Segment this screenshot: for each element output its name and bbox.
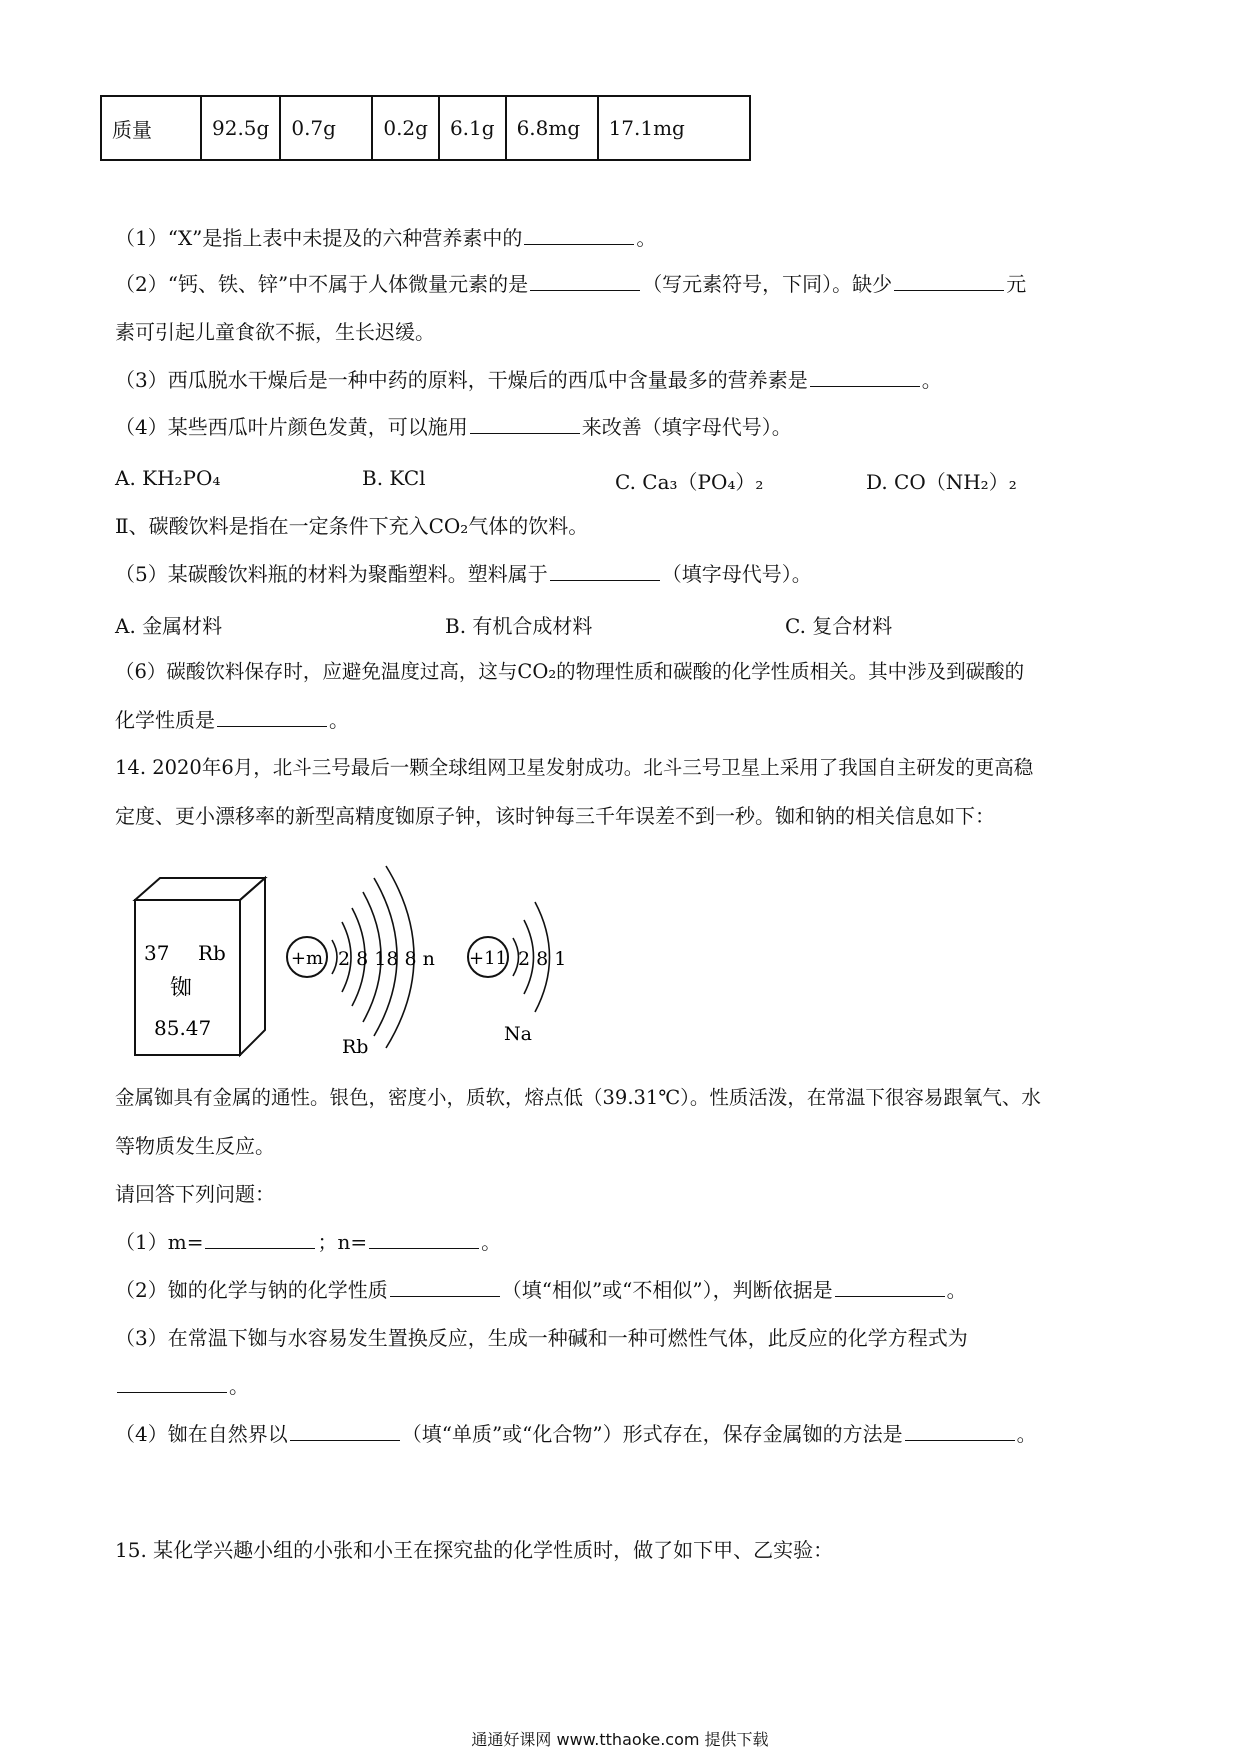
table-cell: 6.8mg — [506, 96, 598, 160]
answer-blank[interactable] — [550, 562, 660, 581]
question-14-3-cont: 。 — [115, 1374, 249, 1398]
option-c: C. Ca₃（PO₄）₂ — [615, 470, 764, 494]
option-c: C. 复合材料 — [785, 614, 893, 638]
answer-blank[interactable] — [470, 415, 580, 434]
answer-blank[interactable] — [390, 1278, 500, 1297]
rubidium-description-cont: 等物质发生反应。 — [115, 1134, 275, 1158]
answer-blank[interactable] — [894, 272, 1004, 291]
question-14-4: （4）铷在自然界以 （填“单质”或“化合物”）形式存在，保存金属铷的方法是 。 — [115, 1422, 1037, 1446]
question-13-4: （4）某些西瓜叶片颜色发黄，可以施用 来改善（填字母代号）。 — [115, 415, 792, 439]
answer-blank[interactable] — [524, 226, 634, 245]
answer-blank[interactable] — [905, 1422, 1015, 1441]
nutrient-table — [100, 95, 751, 161]
question-15: 15. 某化学兴趣小组的小张和小王在探究盐的化学性质时，做了如下甲、乙实验： — [115, 1538, 834, 1562]
table-row — [101, 96, 750, 160]
answer-blank[interactable] — [835, 1278, 945, 1297]
question-13-1: （1）“X”是指上表中未提及的六种营养素中的 。 — [115, 226, 657, 250]
table-cell: 0.2g — [372, 96, 439, 160]
option-b: B. 有机合成材料 — [445, 614, 593, 638]
question-13-2-cont: 素可引起儿童食欲不振，生长迟缓。 — [115, 320, 435, 344]
option-d: D. CO（NH₂）₂ — [866, 470, 1017, 494]
answer-blank[interactable] — [369, 1230, 479, 1249]
question-14-intro: 14. 2020年6月，北斗三号最后一颗全球组网卫星发射成功。北斗三号卫星上采用了我国自主研发的更高稳 — [115, 756, 1034, 779]
question-13-2: （2）“钙、铁、锌”中不属于人体微量元素的是 （写元素符号，下同）。缺少 元 — [115, 272, 1027, 296]
table-cell: 6.1g — [439, 96, 506, 160]
na-label: Na — [504, 1023, 532, 1045]
question-13-6: （6）碳酸饮料保存时，应避免温度过高，这与CO₂的物理性质和碳酸的化学性质相关。其中涉及到碳酸的 — [115, 660, 1025, 683]
rb-electron-shells: 2 8 18 8 n — [338, 948, 435, 970]
question-14-1: （1）m= ；n= 。 — [115, 1230, 502, 1254]
na-atom-diagram — [468, 902, 566, 1045]
option-a: A. KH₂PO₄ — [115, 466, 221, 490]
na-electron-shells: 2 8 1 — [518, 948, 567, 970]
option-a: A. 金属材料 — [115, 614, 223, 638]
table-cell: 92.5g — [201, 96, 280, 160]
table-row-label: 质量 — [101, 96, 201, 160]
atomic-mass: 85.47 — [154, 1016, 212, 1040]
table-cell: 0.7g — [280, 96, 372, 160]
answer-blank[interactable] — [530, 272, 640, 291]
question-13-3: （3）西瓜脱水干燥后是一种中药的原料，干燥后的西瓜中含量最多的营养素是 。 — [115, 368, 942, 392]
element-cube — [135, 878, 265, 1055]
answer-prompt: 请回答下列问题： — [115, 1182, 275, 1206]
question-13-5: （5）某碳酸饮料瓶的材料为聚酯塑料。塑料属于 （填字母代号）。 — [115, 562, 812, 586]
atomic-number: 37 — [144, 941, 170, 965]
answer-blank[interactable] — [290, 1422, 400, 1441]
element-symbol: Rb — [198, 941, 226, 965]
na-nucleus: +11 — [469, 948, 507, 969]
answer-blank[interactable] — [205, 1230, 315, 1249]
rubidium-description: 金属铷具有金属的通性。银色，密度小，质软，熔点低（39.31℃）。性质活泼，在常温下很容易跟氧气、水 — [115, 1086, 1041, 1109]
question-14-intro-cont: 定度、更小漂移率的新型高精度铷原子钟，该时钟每三千年误差不到一秒。铷和钠的相关信息如下： — [115, 804, 995, 828]
rb-atom-diagram — [287, 866, 435, 1058]
option-b: B. KCl — [362, 466, 426, 490]
rb-nucleus: +m — [290, 948, 324, 969]
page-footer: 通通好课网 www.tthaoke.com 提供下载 — [471, 1730, 769, 1749]
answer-blank[interactable] — [117, 1374, 227, 1393]
answer-blank[interactable] — [217, 708, 327, 727]
element-name: 铷 — [170, 976, 193, 1001]
section-ii-heading: Ⅱ、碳酸饮料是指在一定条件下充入CO₂气体的饮料。 — [115, 514, 589, 538]
table-cell: 17.1mg — [598, 96, 750, 160]
answer-blank[interactable] — [810, 368, 920, 387]
atom-structure-figure — [120, 850, 600, 1060]
question-13-6-cont: 化学性质是 。 — [115, 708, 349, 732]
question-14-3: （3）在常温下铷与水容易发生置换反应，生成一种碱和一种可燃性气体，此反应的化学方程式为 — [115, 1326, 968, 1350]
rb-label: Rb — [342, 1036, 369, 1058]
question-14-2: （2）铷的化学与钠的化学性质 （填“相似”或“不相似”），判断依据是 。 — [115, 1278, 967, 1302]
